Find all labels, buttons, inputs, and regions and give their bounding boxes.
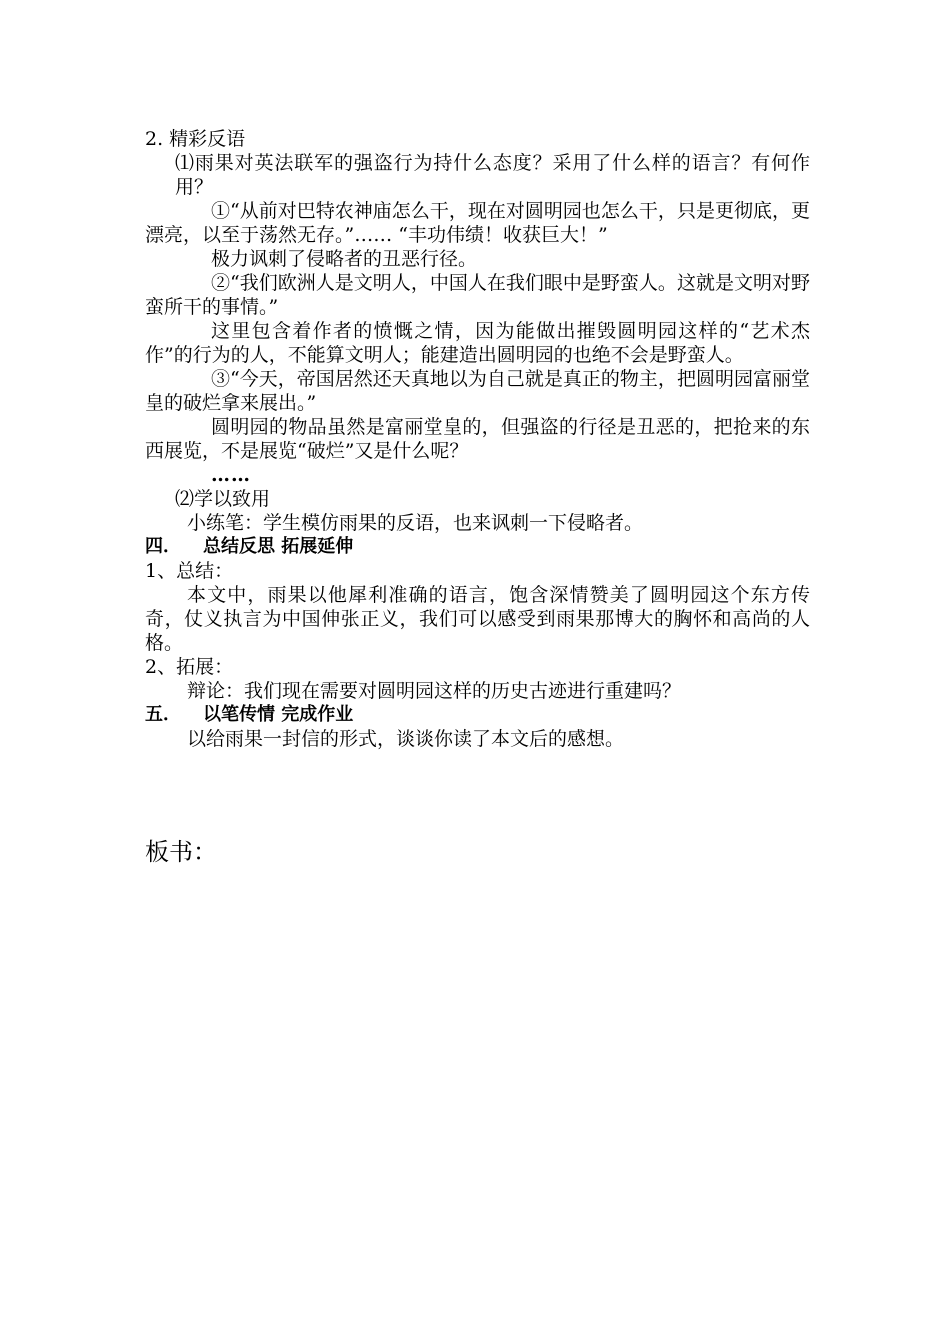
section-4-number: 四．	[145, 536, 181, 557]
summary-label: 1、总结：	[145, 560, 234, 582]
quote-2: ②“我们欧洲人是文明人，中国人在我们眼中是野蛮人。这就是文明对野蛮所干的事情。”	[145, 272, 810, 318]
comment-3: 圆明园的物品虽然是富丽堂皇的，但强盗的行径是丑恶的，把抢来的东西展览，不是展览“破烂”又是什么呢？	[145, 416, 810, 462]
ellipsis: ……	[211, 464, 251, 486]
practice-task: 小练笔：学生模仿雨果的反语，也来讽刺一下侵略者。	[187, 512, 644, 534]
section-5-title: 以笔传情 完成作业	[203, 704, 354, 725]
section-5-number: 五．	[145, 704, 181, 725]
comment-1: 极力讽刺了侵略者的丑恶行径。	[211, 248, 478, 270]
extend-text: 辩论：我们现在需要对圆明园这样的历史古迹进行重建吗？	[187, 680, 682, 702]
section-4-title: 总结反思 拓展延伸	[203, 536, 354, 557]
quote-1: ①“从前对巴特农神庙怎么干，现在对圆明园也怎么干，只是更彻底，更漂亮，以至于荡然无存。”…… “丰功伟绩！收获巨大！”	[145, 200, 810, 246]
document-page	[145, 127, 810, 867]
extend-label: 2、拓展：	[145, 656, 234, 678]
summary-text: 本文中，雨果以他犀利准确的语言，饱含深情赞美了圆明园这个东方传奇，仗义执言为中国伸张正义，我们可以感受到雨果那博大的胸怀和高尚的人格。	[145, 584, 810, 654]
homework-task: 以给雨果一封信的形式，谈谈你读了本文后的感想。	[187, 728, 625, 750]
section-5-heading	[145, 703, 810, 727]
section-4-heading	[145, 535, 810, 559]
question-1: ⑴雨果对英法联军的强盗行为持什么态度？采用了什么样的语言？有何作用？	[175, 152, 810, 198]
section-title: 2. 精彩反语	[145, 128, 246, 150]
blackboard-label: 板书：	[145, 838, 217, 866]
comment-2: 这里包含着作者的愤慨之情，因为能做出摧毁圆明园这样的“艺术杰作”的行为的人，不能算文明人；能建造出圆明园的也绝不会是野蛮人。	[145, 320, 810, 366]
quote-3: ③“今天，帝国居然还天真地以为自己就是真正的物主，把圆明园富丽堂皇的破烂拿来展出。”	[145, 368, 810, 414]
question-2: ⑵学以致用	[175, 488, 271, 510]
